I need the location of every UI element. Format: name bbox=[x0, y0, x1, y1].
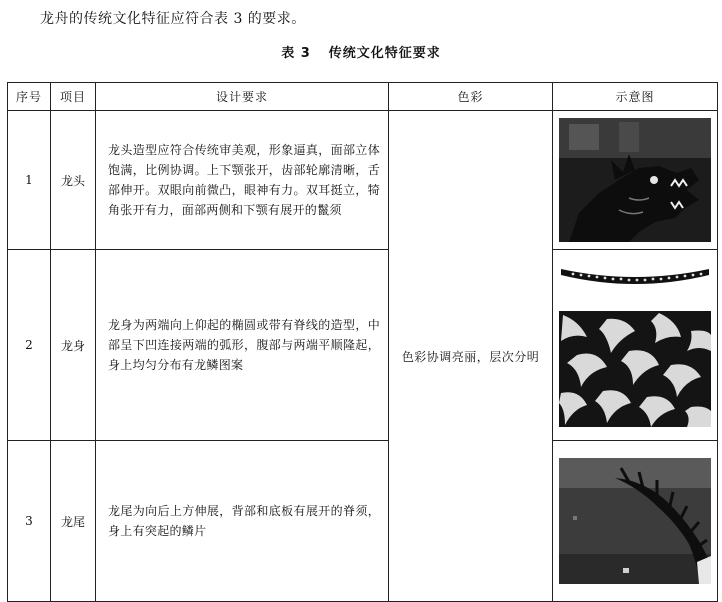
intro-text: 龙舟的传统文化特征应符合表 3 的要求。 bbox=[40, 11, 306, 27]
header-seq: 序号 bbox=[8, 83, 51, 111]
header-color: 色彩 bbox=[389, 83, 553, 111]
illustration-cell bbox=[553, 441, 718, 602]
illustration-cell bbox=[553, 111, 718, 250]
table-header-row bbox=[8, 83, 718, 111]
header-requirement: 设计要求 bbox=[96, 83, 389, 111]
row-seq: 3 bbox=[8, 441, 51, 602]
dragon-tail-image bbox=[559, 458, 711, 584]
row-requirement: 龙尾为向后上方伸展，背部和底板有展开的脊须，身上有突起的鳞片 bbox=[96, 441, 389, 602]
illustration-cell bbox=[553, 250, 718, 441]
row-item: 龙头 bbox=[51, 111, 96, 250]
table-number: 表 3 bbox=[281, 46, 311, 61]
table-row bbox=[8, 250, 718, 441]
table-title-text: 传统文化特征要求 bbox=[328, 46, 441, 61]
row-seq: 2 bbox=[8, 250, 51, 441]
row-seq: 1 bbox=[8, 111, 51, 250]
row-requirement: 龙身为两端向上仰起的椭圆或带有脊线的造型，中部呈下凹连接两端的弧形，腹部与两端平顺隆起，身上均匀分布有龙鳞图案 bbox=[96, 250, 389, 441]
table-row bbox=[8, 111, 718, 250]
color-requirement: 色彩协调亮丽，层次分明 bbox=[389, 111, 553, 602]
row-item: 龙尾 bbox=[51, 441, 96, 602]
table-title bbox=[0, 42, 722, 61]
table-row bbox=[8, 441, 718, 602]
dragon-scales-image bbox=[559, 311, 711, 427]
header-illustration: 示意图 bbox=[553, 83, 718, 111]
header-item: 项目 bbox=[51, 83, 96, 111]
requirements-table bbox=[7, 82, 718, 602]
dragon-body-outline-image bbox=[559, 263, 711, 293]
row-requirement: 龙头造型应符合传统审美观，形象逼真，面部立体饱满，比例协调。上下颚张开，齿部轮廓清晰，舌部伸开。双眼向前微凸，眼神有力。双耳挺立，犄角张开有力，面部两侧和下颚有展开的鬣须 bbox=[96, 111, 389, 250]
row-item: 龙身 bbox=[51, 250, 96, 441]
dragon-head-image bbox=[559, 118, 711, 242]
